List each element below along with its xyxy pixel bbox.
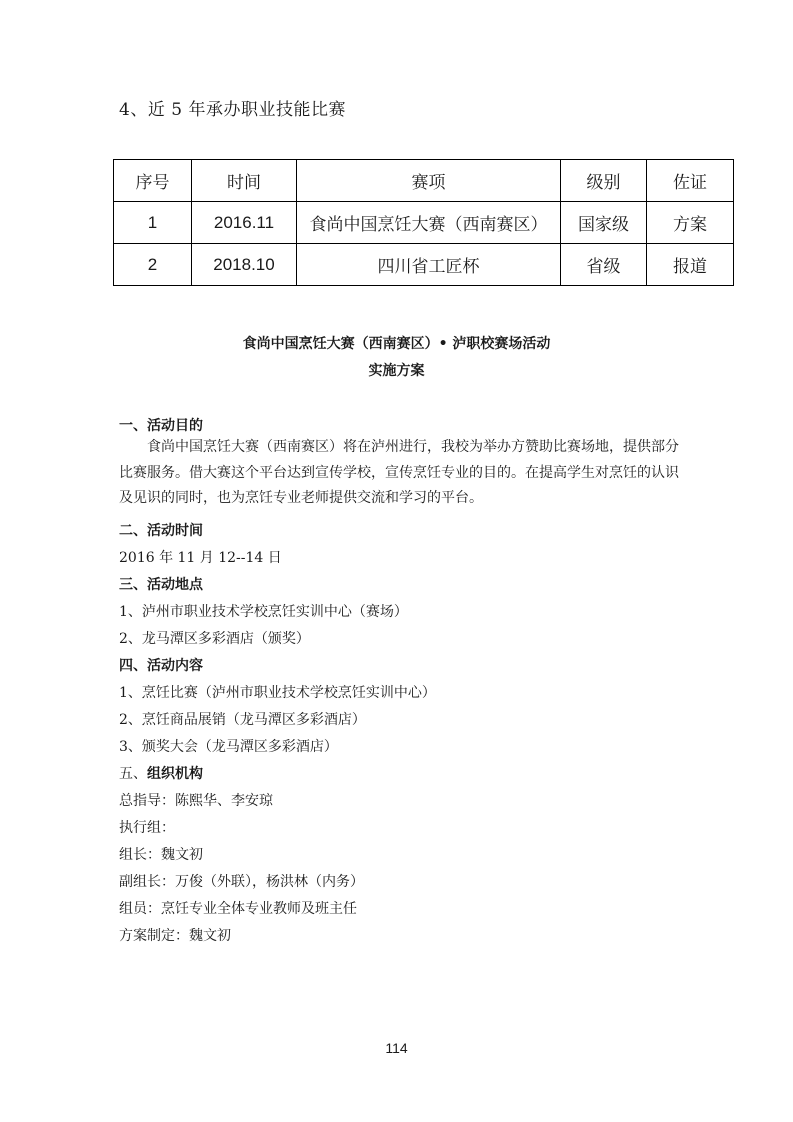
org-heading-label: 组织机构 xyxy=(147,766,203,782)
purpose-heading: 一、活动目的 xyxy=(119,418,203,434)
content-heading: 四、活动内容 xyxy=(119,658,203,674)
table-cell: 方案 xyxy=(647,202,734,244)
table-row xyxy=(114,244,734,286)
chief-line: 总指导：陈熙华、李安琼 xyxy=(119,793,273,809)
content-item: 1、烹饪比赛（泸州市职业技术学校烹饪实训中心） xyxy=(119,685,436,701)
header-cell: 佐证 xyxy=(647,160,734,202)
purpose-paragraph: 食尚中国烹饪大赛（西南赛区）将在泸州进行，我校为举办方赞助比赛场地，提供部分比赛服务。借大赛这个平台达到宣传学校，宣传烹饪专业的目的。在提高学生对烹饪的认识及见识的同时，也为烹饪专业老师提供交流和学习的平台。 xyxy=(119,439,679,506)
table-cell: 2018.10 xyxy=(192,244,297,286)
header-cell: 赛项 xyxy=(297,160,561,202)
table-cell: 国家级 xyxy=(561,202,647,244)
time-text: 2016 年 11 月 12--14 日 xyxy=(119,550,282,566)
table-header-row xyxy=(114,160,734,202)
section-heading: 4、近 5 年承办职业技能比赛 xyxy=(119,100,346,120)
table-cell: 四川省工匠杯 xyxy=(297,244,561,286)
page-number: 114 xyxy=(385,1040,408,1056)
place-item: 1、泸州市职业技术学校烹饪实训中心（赛场） xyxy=(119,604,408,620)
place-item: 2、龙马潭区多彩酒店（颁奖） xyxy=(119,631,310,647)
author-line: 方案制定：魏文初 xyxy=(119,928,231,944)
table-cell: 2016.11 xyxy=(192,202,297,244)
content-item: 3、颁奖大会（龙马潭区多彩酒店） xyxy=(119,739,338,755)
table-row xyxy=(114,202,734,244)
content-item: 2、烹饪商品展销（龙马潭区多彩酒店） xyxy=(119,712,366,728)
time-heading: 二、活动时间 xyxy=(119,523,203,539)
competition-table xyxy=(113,159,734,286)
members-line: 组员：烹饪专业全体专业教师及班主任 xyxy=(119,901,357,917)
org-heading xyxy=(119,763,203,783)
table-cell: 省级 xyxy=(561,244,647,286)
table-cell: 1 xyxy=(114,202,192,244)
table-cell: 2 xyxy=(114,244,192,286)
org-heading-prefix: 五、 xyxy=(119,766,147,782)
table-cell: 报道 xyxy=(647,244,734,286)
place-heading: 三、活动地点 xyxy=(119,577,203,593)
exec-group-line: 执行组： xyxy=(119,820,175,836)
leader-line: 组长：魏文初 xyxy=(119,847,203,863)
plan-title: 食尚中国烹饪大赛（西南赛区）• 泸职校赛场活动 xyxy=(242,336,551,352)
plan-subtitle: 实施方案 xyxy=(368,363,425,379)
header-cell: 序号 xyxy=(114,160,192,202)
header-cell: 级别 xyxy=(561,160,647,202)
vice-leader-line: 副组长：万俊（外联），杨洪林（内务） xyxy=(119,874,364,890)
table-cell: 食尚中国烹饪大赛（西南赛区） xyxy=(297,202,561,244)
header-cell: 时间 xyxy=(192,160,297,202)
